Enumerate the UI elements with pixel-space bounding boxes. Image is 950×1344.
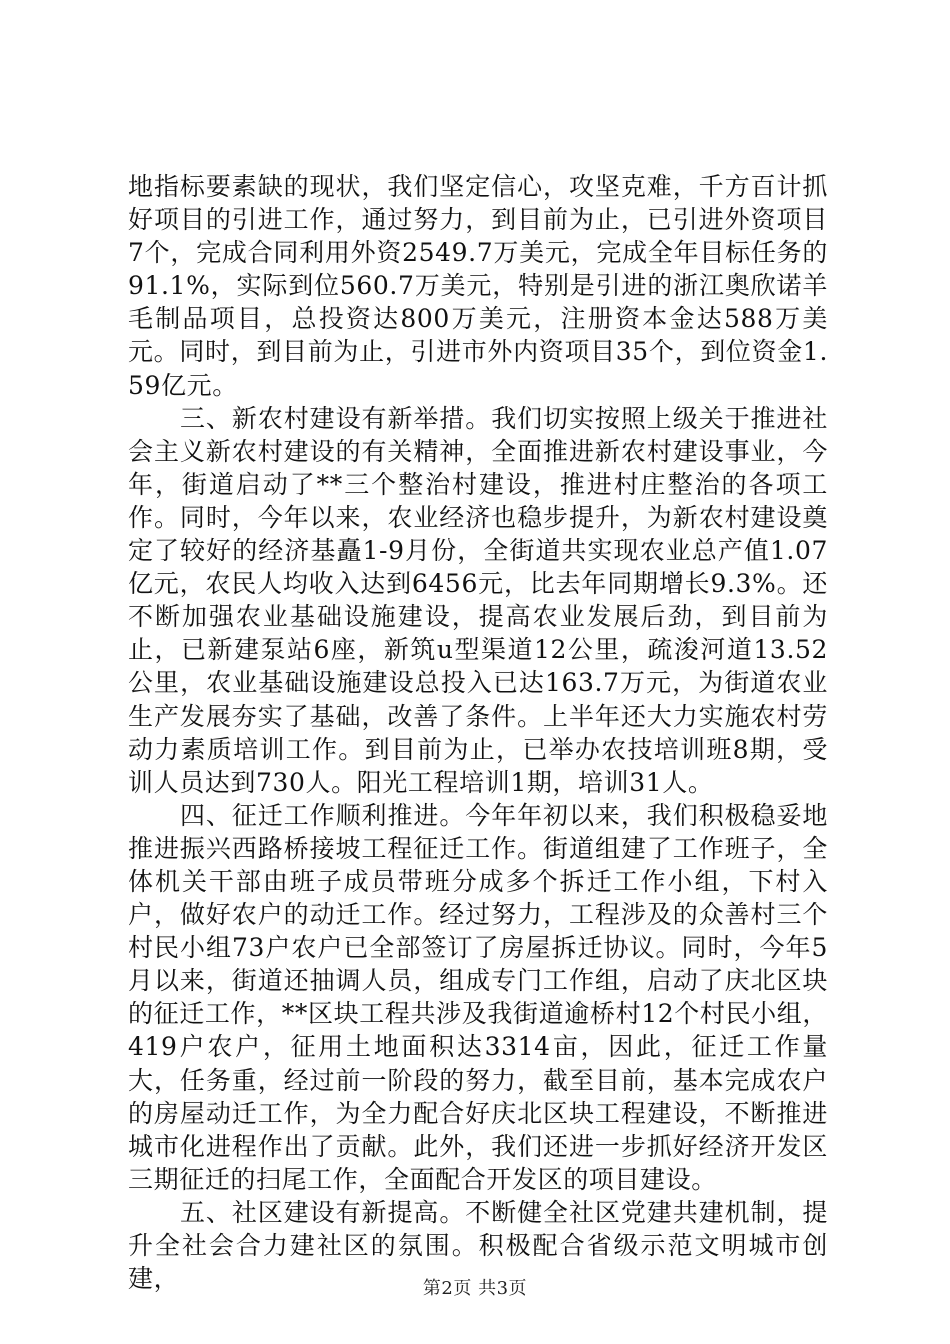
paragraph-1: 地指标要素缺的现状，我们坚定信心，攻坚克难，千方百计抓好项目的引进工作，通过努力，到目前为止，已引进外资项目7个，完成合同利用外资2549.7万美元，完成全年目标任务的91.1%，实际到位560.7万美元，特别是引进的浙江奥欣诺羊毛制品项目，总投资达800万美元，注册资本金达588万美元。同时，到目前为止，引进市外内资项目35个，到位资金1.59亿元。 [128, 172, 828, 400]
paragraph-4: 五、社区建设有新提高。不断健全社区党建共建机制，提升全社会合力建社区的氛围。积极配合省级示范文明城市创建， [128, 1197, 828, 1294]
document-body [128, 170, 828, 1295]
paragraph-2: 三、新农村建设有新举措。我们切实按照上级关于推进社会主义新农村建设的有关精神，全面推进新农村建设事业，今年，街道启动了**三个整治村建设，推进村庄整治的各项工作。同时，今年以来，农业经济也稳步提升，为新农村建设奠定了较好的经济基矗1-9月份，全街道共实现农业总产值1.07亿元，农民人均收入达到6456元，比去年同期增长9.3%。还不断加强农业基础设施建设，提高农业发展后劲，到目前为止，已新建泵站6座，新筑u型渠道12公里，疏浚河道13.52公里，农业基础设施建设总投入已达163.7万元，为街道农业生产发展夯实了基础，改善了条件。上半年还大力实施农村劳动力素质培训工作。到目前为止，已举办农技培训班8期，受训人员达到730人。阳光工程培训1期，培训31人。 [128, 403, 828, 797]
page-footer: 第2页 共3页 [422, 1278, 528, 1299]
paragraph-3: 四、征迁工作顺利推进。今年年初以来，我们积极稳妥地推进振兴西路桥接坡工程征迁工作。街道组建了工作班子，全体机关干部由班子成员带班分成多个拆迁工作小组，下村入户，做好农户的动迁工作。经过努力，工程涉及的众善村三个村民小组73户农户已全部签订了房屋拆迁协议。同时，今年5月以来，街道还抽调人员，组成专门工作组，启动了庆北区块的征迁工作，**区块工程共涉及我街道逾桥村12个村民小组，419户农户，征用土地面积达3314亩，因此，征迁工作量大，任务重，经过前一阶段的努力，截至目前，基本完成农户的房屋动迁工作，为全力配合好庆北区块工程建设，不断推进城市化进程作出了贡献。此外，我们还进一步抓好经济开发区三期征迁的扫尾工作，全面配合开发区的项目建设。 [128, 800, 828, 1194]
